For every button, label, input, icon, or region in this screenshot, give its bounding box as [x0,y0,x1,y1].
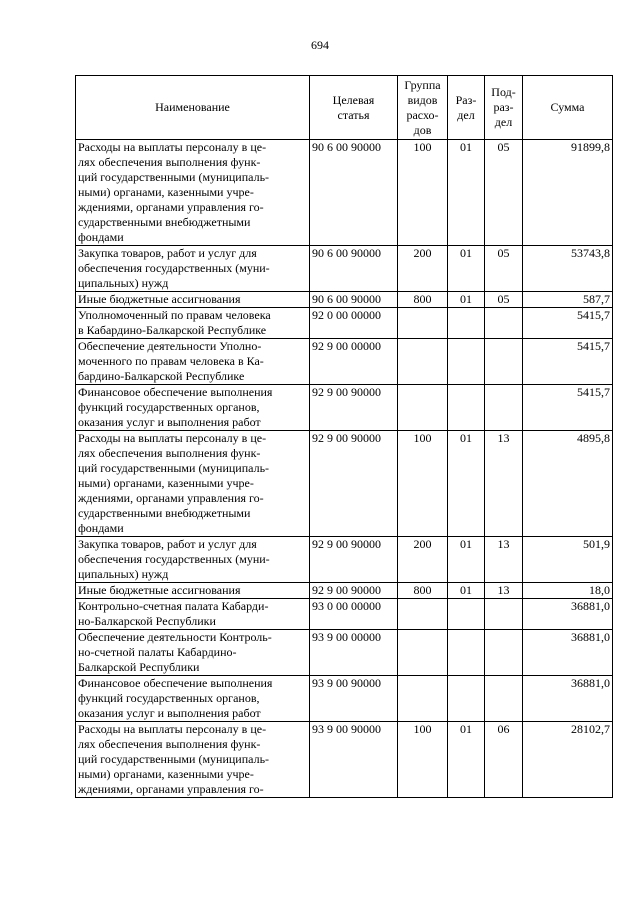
cell-name: Финансовое обеспечение выполнения функций государственных органов, оказания услуг и выполнения работ [76,385,310,431]
cell-expense-group: 800 [398,292,448,308]
cell-sum: 4895,8 [523,431,613,537]
cell-subsection: 05 [485,246,523,292]
cell-subsection [485,339,523,385]
cell-section [448,676,485,722]
table-row [76,308,613,339]
cell-name: Расходы на выплаты персоналу в це- лях обеспечения выполнения функ- ций государственными (муниципаль- ными) органами, казенными учре- ждениями, органами управления го- сударственными внебюджетными фондами [76,140,310,246]
cell-expense-group [398,599,448,630]
cell-expense-group [398,385,448,431]
table-row [76,385,613,431]
table-row [76,599,613,630]
cell-expense-group [398,339,448,385]
cell-sum: 91899,8 [523,140,613,246]
cell-name: Контрольно-счетная палата Кабарди- но-Балкарской Республики [76,599,310,630]
cell-expense-group: 200 [398,537,448,583]
cell-section: 01 [448,246,485,292]
cell-section [448,385,485,431]
cell-section: 01 [448,431,485,537]
cell-expense-group: 100 [398,140,448,246]
cell-name: Расходы на выплаты персоналу в це- лях обеспечения выполнения функ- ций государственными (муниципаль- ными) органами, казенными учре- ждениями, органами управления го- сударственными внебюджетными фондами [76,431,310,537]
cell-subsection: 05 [485,140,523,246]
table-row [76,630,613,676]
cell-target-article: 93 0 00 00000 [310,599,398,630]
cell-target-article: 90 6 00 90000 [310,246,398,292]
table-header [76,76,613,140]
cell-name: Обеспечение деятельности Уполно- моченного по правам человека в Ка- бардино-Балкарской Республике [76,339,310,385]
table-row [76,292,613,308]
cell-subsection: 13 [485,583,523,599]
cell-target-article: 92 9 00 90000 [310,537,398,583]
header-expense-group: Группа видов расхо- дов [398,76,448,140]
cell-section [448,599,485,630]
cell-name: Финансовое обеспечение выполнения функций государственных органов, оказания услуг и выполнения работ [76,676,310,722]
cell-section [448,308,485,339]
cell-subsection [485,599,523,630]
table-row [76,140,613,246]
budget-table [75,75,613,798]
cell-name: Расходы на выплаты персоналу в це- лях обеспечения выполнения функ- ций государственными (муниципаль- ными) органами, казенными учре- ждениями, органами управления го- [76,722,310,798]
cell-sum: 36881,0 [523,599,613,630]
cell-sum: 36881,0 [523,630,613,676]
header-subsection: Под- раз- дел [485,76,523,140]
cell-name: Закупка товаров, работ и услуг для обеспечения государственных (муни- ципальных) нужд [76,537,310,583]
cell-sum: 5415,7 [523,308,613,339]
page-number: 694 [311,38,329,52]
cell-expense-group: 100 [398,722,448,798]
cell-sum: 5415,7 [523,339,613,385]
cell-section: 01 [448,140,485,246]
cell-sum: 587,7 [523,292,613,308]
cell-expense-group [398,630,448,676]
cell-target-article: 93 9 00 00000 [310,630,398,676]
cell-target-article: 90 6 00 90000 [310,292,398,308]
cell-sum: 53743,8 [523,246,613,292]
header-section: Раз- дел [448,76,485,140]
cell-name: Обеспечение деятельности Контроль- но-счетной палаты Кабардино- Балкарской Республики [76,630,310,676]
cell-section: 01 [448,722,485,798]
cell-target-article: 92 9 00 90000 [310,583,398,599]
table-body [76,140,613,798]
header-sum: Сумма [523,76,613,140]
cell-expense-group [398,308,448,339]
cell-sum: 36881,0 [523,676,613,722]
cell-name: Закупка товаров, работ и услуг для обеспечения государственных (муни- ципальных) нужд [76,246,310,292]
table-row [76,339,613,385]
table-row [76,537,613,583]
cell-section [448,339,485,385]
cell-target-article: 92 9 00 90000 [310,431,398,537]
table-row [76,583,613,599]
cell-target-article: 90 6 00 90000 [310,140,398,246]
cell-expense-group: 800 [398,583,448,599]
cell-subsection [485,308,523,339]
cell-expense-group: 200 [398,246,448,292]
cell-expense-group [398,676,448,722]
cell-target-article: 92 9 00 00000 [310,339,398,385]
header-name: Наименование [76,76,310,140]
cell-section [448,630,485,676]
header-target-article: Целевая статья [310,76,398,140]
cell-name: Уполномоченный по правам человека в Кабардино-Балкарской Республике [76,308,310,339]
table-row [76,676,613,722]
cell-subsection: 05 [485,292,523,308]
cell-target-article: 92 9 00 90000 [310,385,398,431]
table-row [76,246,613,292]
cell-target-article: 92 0 00 00000 [310,308,398,339]
cell-section: 01 [448,537,485,583]
cell-name: Иные бюджетные ассигнования [76,583,310,599]
cell-sum: 18,0 [523,583,613,599]
cell-sum: 501,9 [523,537,613,583]
cell-section: 01 [448,292,485,308]
cell-target-article: 93 9 00 90000 [310,722,398,798]
cell-subsection [485,385,523,431]
cell-subsection [485,676,523,722]
cell-subsection: 13 [485,537,523,583]
table-row [76,431,613,537]
table-row [76,722,613,798]
cell-subsection [485,630,523,676]
cell-sum: 5415,7 [523,385,613,431]
cell-expense-group: 100 [398,431,448,537]
cell-section: 01 [448,583,485,599]
cell-subsection: 13 [485,431,523,537]
cell-target-article: 93 9 00 90000 [310,676,398,722]
cell-subsection: 06 [485,722,523,798]
cell-sum: 28102,7 [523,722,613,798]
cell-name: Иные бюджетные ассигнования [76,292,310,308]
